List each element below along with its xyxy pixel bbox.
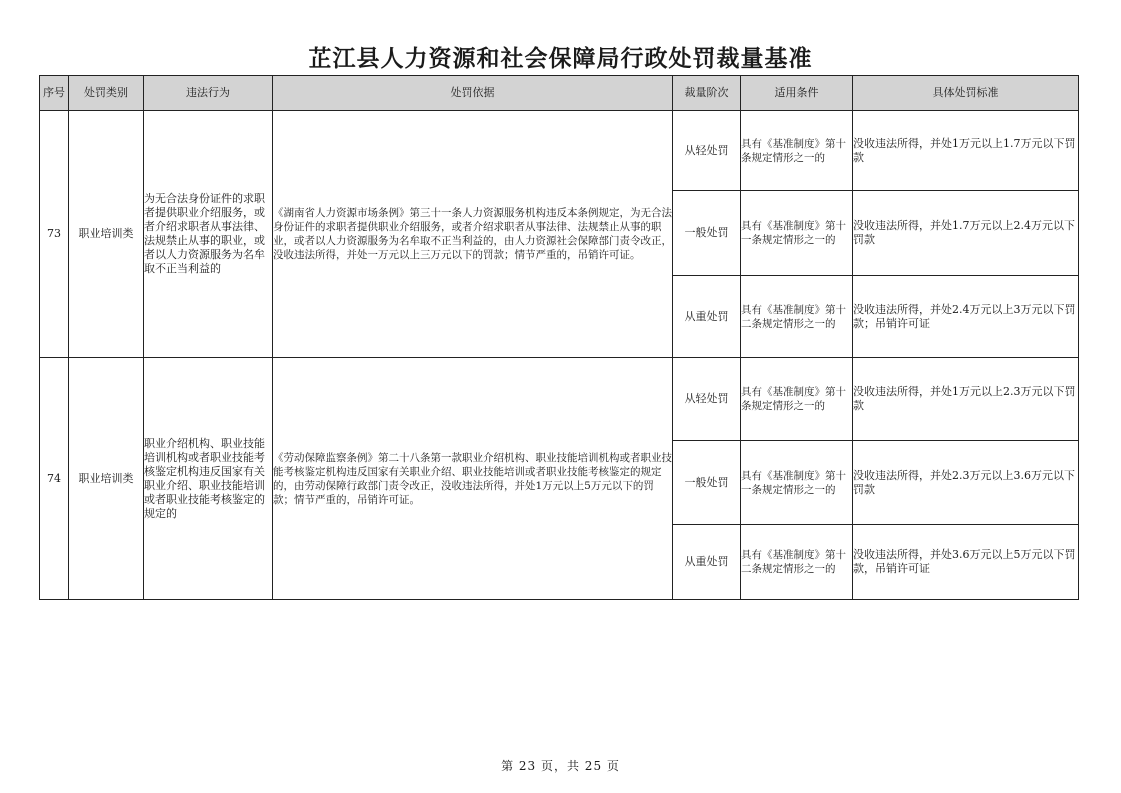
cell-category: 职业培训类: [69, 111, 144, 358]
cell-condition: 具有《基准制度》第十条规定情形之一的: [741, 111, 853, 191]
table-row: [40, 358, 1079, 441]
cell-condition: 具有《基准制度》第十一条规定情形之一的: [741, 191, 853, 276]
cell-seq: 74: [40, 358, 69, 600]
cell-behavior: 职业介绍机构、职业技能培训机构或者职业技能考核鉴定机构违反国家有关职业介绍、职业技能培训或者职业技能考核鉴定的规定的: [144, 358, 273, 600]
cell-standard: 没收违法所得，并处1.7万元以上2.4万元以下罚款: [853, 191, 1079, 276]
cell-standard: 没收违法所得，并处1万元以上2.3万元以下罚款: [853, 358, 1079, 441]
header-level: 裁量阶次: [673, 76, 741, 111]
header-seq: 序号: [40, 76, 69, 111]
cell-level: 从轻处罚: [673, 358, 741, 441]
cell-basis: 《湖南省人力资源市场条例》第三十一条人力资源服务机构违反本条例规定，为无合法身份证件的求职者提供职业介绍服务，或者介绍求职者从事法律、法规禁止从事的职业，或者以人力资源服务为名牟取不正当利益的，由人力资源社会保障部门责令改正，没收违法所得，并处一万元以上三万元以下的罚款；情节严重的，吊销许可证。: [273, 111, 673, 358]
penalty-table: [39, 75, 1079, 600]
page-title: 芷江县人力资源和社会保障局行政处罚裁量基准: [308, 45, 813, 72]
cell-standard: 没收违法所得，并处1万元以上1.7万元以下罚款: [853, 111, 1079, 191]
cell-standard: 没收违法所得，并处3.6万元以上5万元以下罚款，吊销许可证: [853, 525, 1079, 600]
header-row: [40, 76, 1079, 111]
header-behavior: 违法行为: [144, 76, 273, 111]
cell-condition: 具有《基准制度》第十二条规定情形之一的: [741, 525, 853, 600]
header-standard: 具体处罚标准: [853, 76, 1079, 111]
cell-standard: 没收违法所得，并处2.3万元以上3.6万元以下罚款: [853, 441, 1079, 525]
cell-condition: 具有《基准制度》第十二条规定情形之一的: [741, 276, 853, 358]
cell-basis: 《劳动保障监察条例》第二十八条第一款职业介绍机构、职业技能培训机构或者职业技能考核鉴定机构违反国家有关职业介绍、职业技能培训或者职业技能考核鉴定的规定的，由劳动保障行政部门责令改正，没收违法所得，并处1万元以上5万元以下的罚款；情节严重的，吊销许可证。: [273, 358, 673, 600]
cell-behavior: 为无合法身份证件的求职者提供职业介绍服务，或者介绍求职者从事法律、法规禁止从事的职业，或者以人力资源服务为名牟取不正当利益的: [144, 111, 273, 358]
cell-condition: 具有《基准制度》第十一条规定情形之一的: [741, 441, 853, 525]
cell-condition: 具有《基准制度》第十条规定情形之一的: [741, 358, 853, 441]
cell-level: 从重处罚: [673, 525, 741, 600]
cell-category: 职业培训类: [69, 358, 144, 600]
cell-seq: 73: [40, 111, 69, 358]
cell-level: 一般处罚: [673, 191, 741, 276]
cell-level: 从轻处罚: [673, 111, 741, 191]
header-category: 处罚类别: [69, 76, 144, 111]
table-row: [40, 111, 1079, 191]
cell-standard: 没收违法所得，并处2.4万元以上3万元以下罚款；吊销许可证: [853, 276, 1079, 358]
header-basis: 处罚依据: [273, 76, 673, 111]
cell-level: 从重处罚: [673, 276, 741, 358]
header-condition: 适用条件: [741, 76, 853, 111]
cell-level: 一般处罚: [673, 441, 741, 525]
page-footer: 第 23 页，共 25 页: [501, 759, 620, 773]
